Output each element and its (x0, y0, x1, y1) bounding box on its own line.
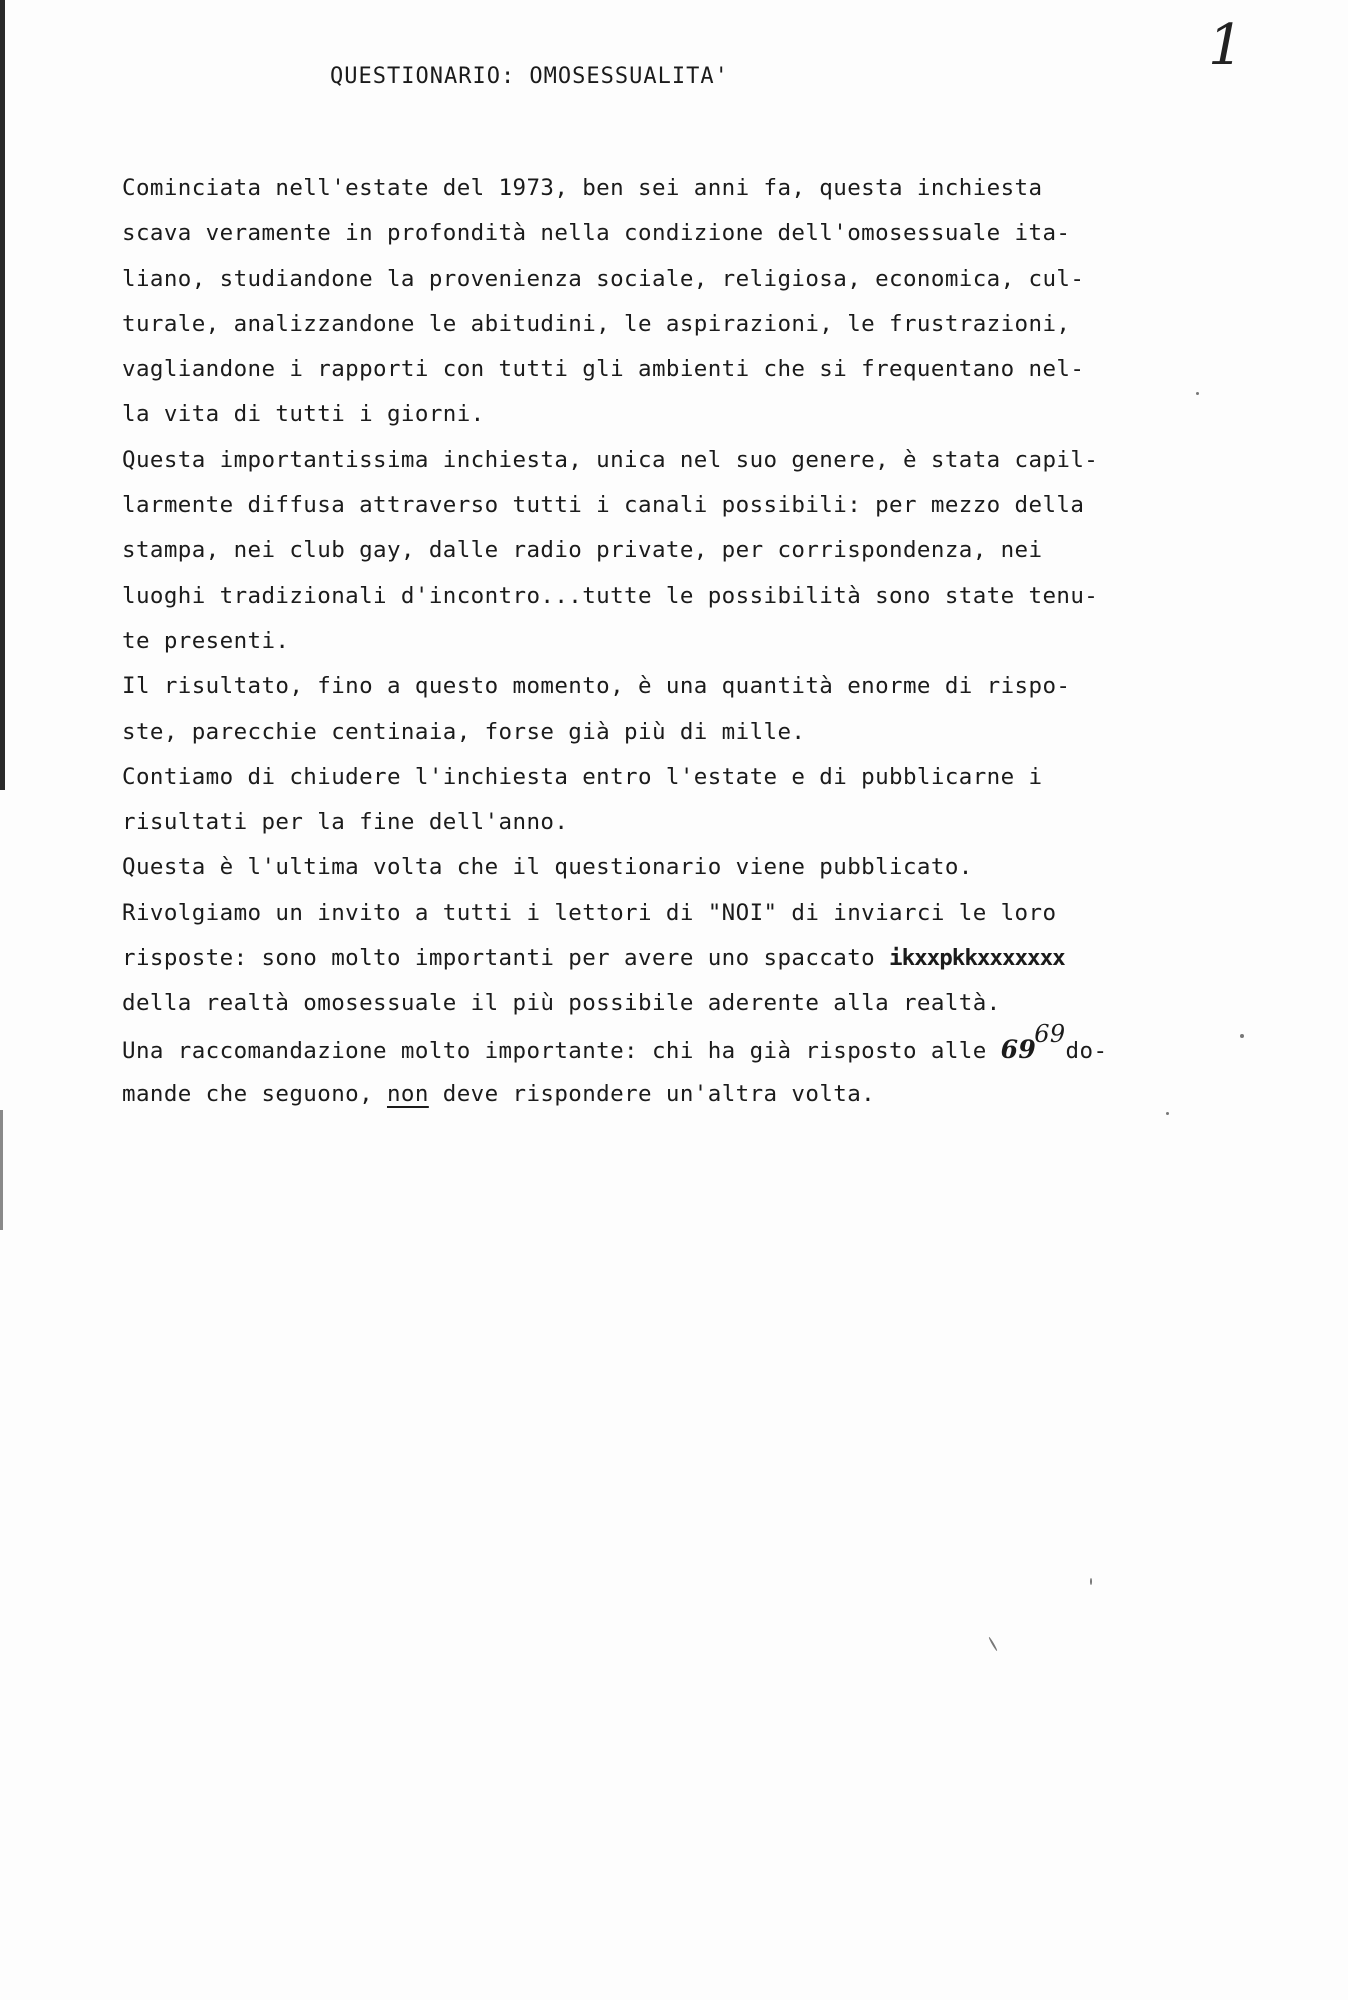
text-line: larmente diffusa attraverso tutti i canali possibili: per mezzo della (122, 492, 1085, 519)
corrected-number: 69 (1000, 1034, 1037, 1064)
handwritten-correction: 69 (1034, 1019, 1066, 1048)
text-line: scava veramente in profondità nella condizione dell'omosessuale ita- (122, 220, 1071, 247)
text-line: Cominciata nell'estate del 1973, ben sei anni fa, questa inchiesta (122, 175, 1043, 201)
scan-speck (1166, 1112, 1169, 1115)
text-line: vagliandone i rapporti con tutti gli ambienti che si frequentano nel- (122, 356, 1085, 383)
text-line: turale, analizzandone le abitudini, le aspirazioni, le frustrazioni, (122, 310, 1071, 337)
page-title: QUESTIONARIO: OMOSESSUALITA' (330, 64, 729, 89)
text-line: stampa, nei club gay, dalle radio private, per corrispondenza, nei (122, 537, 1043, 564)
text-line: Questa è l'ultima volta che il questionario viene pubblicato. (122, 854, 973, 881)
text-line: Questa importantissima inchiesta, unica nel suo genere, è stata capil- (122, 446, 1099, 473)
text-line: della realtà omosessuale il più possibile aderente alla realtà. (122, 990, 1001, 1017)
text-line: ste, parecchie centinaia, forse già più di mille. (122, 718, 806, 745)
text-line: Il risultato, fino a questo momento, è una quantità enorme di rispo- (122, 673, 1071, 700)
text-line: Contiamo di chiudere l'inchiesta entro l'estate e di pubblicarne i (122, 763, 1043, 790)
struck-out-text: ikxxpkkxxxxxxx (889, 945, 1065, 972)
text-line: liano, studiandone la provenienza sociale, religiosa, economica, cul- (122, 265, 1085, 292)
body-text (122, 166, 1242, 1117)
text-line: la vita di tutti i giorni. (122, 401, 485, 428)
text-line (122, 1019, 1242, 1072)
scan-speck (1240, 1034, 1244, 1038)
scan-speck (988, 1637, 998, 1652)
text-line: Rivolgiamo un invito a tutti i lettori di "NOI" di inviarci le loro (122, 899, 1057, 926)
text-line: risultati per la fine dell'anno. (122, 809, 569, 836)
underlined-word: non (386, 1080, 429, 1107)
handwritten-page-number: 1 (1208, 13, 1244, 78)
scan-edge-shadow (0, 0, 5, 790)
text-line: luoghi tradizionali d'incontro...tutte le possibilità sono state tenu- (122, 582, 1099, 609)
text-line (122, 936, 1242, 981)
text-line: te presenti. (122, 627, 290, 654)
text-segment: Una raccomandazione molto importante: chi ha già risposto alle (122, 1037, 1001, 1064)
text-segment: risposte: sono molto importanti per avere uno spaccato (122, 945, 890, 972)
text-line (122, 1072, 1242, 1117)
scan-edge-shadow-lower (0, 1110, 3, 1230)
text-segment: do- (1065, 1037, 1108, 1064)
text-segment: mande che seguono, (122, 1080, 387, 1107)
scan-speck (1196, 392, 1199, 395)
text-segment: deve rispondere un'altra volta. (428, 1080, 876, 1107)
scan-speck (1090, 1578, 1092, 1585)
